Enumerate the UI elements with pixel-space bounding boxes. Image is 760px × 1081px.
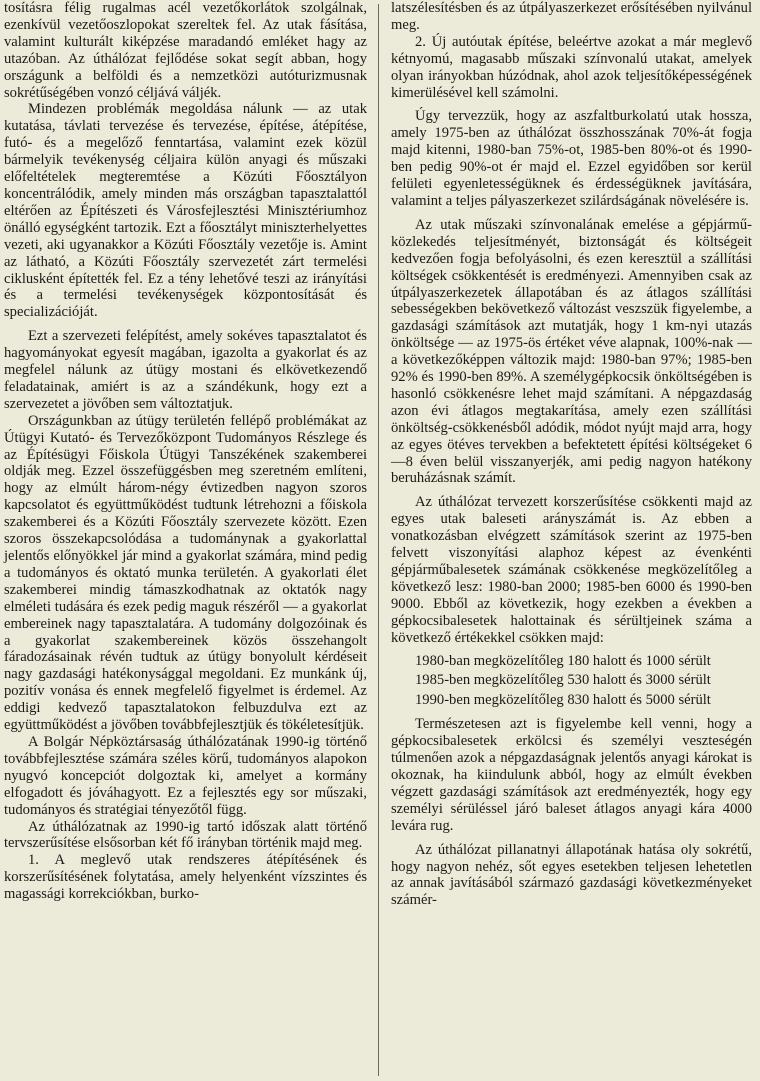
paragraph-accident-damage: Természetesen azt is figyelembe kell venni, hogy a gépkocsibalesetek erkölcsi és személyi veszteségén túlmenően azok a népgazdaságnak jelentős anyagi károkat is okoznak, ha kiindulunk abból, hogy az elmúlt években végzett gazdasági számítások azt eredményezték, hogy egy személyi sérüléssel járó baleset átlagos anyagi kára 4000 levára rug. — [391, 716, 752, 834]
list-item-reconstruction: 1. A meglevő utak rendszeres átépítésének és korszerűsítésének folytatása, amely helyenként vízszintes és magassági korrekciókban, burko- — [4, 852, 367, 903]
paragraph-pavement-widening: latszélesítésben és az útpályaszerkezet erősítésében nyilvánul meg. — [391, 0, 752, 33]
paragraph-two-directions: Az úthálózatnak az 1990-ig tartó időszak alatt történő tervszerűsítése elsősorban két fő irányban történik majd meg. — [4, 818, 367, 852]
paragraph-guardrails-tourism: tosításra félig rugalmas acél vezetőkorlátok szolgálnak, ezenkívül vezetőoszlopokat szereltek fel. Az utak fásítása, valamint kulturált kiképzése maradandó emléket hagy az utazóban. Az úthálózat fejlődése sokat segít abban, hogy országunk a belföldi és a nemzetközi autóturizmusnak sokrétűségében vonzó céljává váljék. — [4, 0, 367, 101]
paragraph-organisational-structure: Ezt a szervezeti felépítést, amely sokéves tapasztalatot és hagyományokat egyesít magában, igazolta a gyakorlat és az megfelel nálunk az útügy mostani és elkövetkezendő feladatainak, amiért is az a szándékunk, hogy ezt a szervezetet a jövőben sem változtatjuk. — [4, 328, 367, 412]
casualty-line-1980: 1980-ban megközelítőleg 180 halott és 1000 sérült — [415, 652, 711, 669]
casualty-line-1990: 1990-ben megközelítőleg 830 halott és 5000 sérült — [415, 692, 711, 709]
casualty-line-1985: 1985-ben megközelítőleg 530 halott és 3000 sérült — [415, 672, 711, 689]
paragraph-development-concept-1990: A Bolgár Népköztársaság úthálózatának 1990-ig történő továbbfejlesztése számára széles körű, tudományos alapokon nyugvó koncepciót dolgoztak ki, amelyet a kormány elfogadott és jóváhagyott. Ez a fejlesztés egy sor műszaki, tudományos és stratégiai tényezőtől függ. — [4, 733, 367, 818]
paragraph-transport-costs: Az utak műszaki színvonalának emelése a gépjármű-közlekedés teljesítményét, biztonságát és költségeit kedvezően fogja befolyásolni, és ezen keresztül a szállítási költségek csökkentését is eredményezi. Amennyiben csak az útpályaszerkezetek állapotában és az átlagos szállítási sebességekben bekövetkező változást veszszük figyelembe, a gazdasági számítások azt mutatják, hogy 1 km-nyi utazás önköltsége — az 1975-ös értéket véve alapnak, 100%-nak — a következőképpen változik majd: 1980-ban 97%; 1985-ben 92% és 1990-ben 89%. A személygépkocsik önköltségében is hasonló csökkenésre lehet majd számítani. A népgazdaság azon évi átlagos megtakarítása, amely ezen szállítási önköltség-csökkenésből adódik, módot nyújt majd arra, hogy az egyes ötéves tervekben a befektetett építési költségeket 6—8 éven belül visszanyerjék, ami pedig nagyon hatékony beruházásnak számít. — [391, 216, 752, 487]
paragraph-road-directorate: Mindezen problémák megoldása nálunk — az utak kutatása, távlati tervezése és tervezése, építése, átépítése, futó- és a megelőző fenntartása, valamint ezek közül bármelyik tevékenység céljaira külön anyagi és műszaki előfeltételek megteremtése a Közúti Főosztályon koncentrálódik, amely minden más országban tapasztalattól eltérően az Építészeti és Városfejlesztési Minisztériumhoz önálló egységként tartozik. Ezt a főosztályt miniszterhelyettes vezeti, aki ugyanakkor a Közúti Főosztály vezetője is. Amint az látható, a Közúti Főosztály szervezetét zárt termelési ciklusként építették fel. Ez a tény lehetővé teszi az irányítási és a termelési tevékenységek központosítását és specializációját. — [4, 101, 367, 321]
left-text-column — [4, 0, 367, 903]
list-item-new-motorways: 2. Új autóutak építése, beleértve azokat a már meglevő kétnyomú, magasabb műszaki színvonalú utakat, amelyek olyan irányokban húzódnak, ahol azok teljesítőképességének kimerülésével kell számolni. — [391, 33, 752, 101]
column-divider — [378, 4, 379, 1076]
paragraph-accident-rate: Az úthálózat tervezett korszerűsítése csökkenti majd az egyes utak baleseti arányszámát is. Az ebben a vonatkozásban elvégzett számítások szerint az 1975-ben felvett viszonyítási alaphoz képest az évenkénti gépjárműbalesetek számának csökkenése megközelítőleg a következő lesz: 1980-ban 2000; 1985-ben 6000 és 1990-ben 9000. Ebből az következik, hogy ezekben a években a gépkocsibalesetek halottainak és sérültjeinek száma a következő értékekkel csökken majd: — [391, 494, 752, 646]
paragraph-asphalt-share: Úgy tervezzük, hogy az aszfaltburkolatú utak hossza, amely 1975-ben az úthálózat összhosszának 70%-át fogja majd kitenni, 1980-ban 75%-ot, 1985-ben 80%-ot és 1990-ben pedig 90%-ot ér majd el. Ezzel egyidőben sor kerül felületi egyenletességüknek és érdességüknek javítására, valamint a teljes pályaszerkezet szilárdságának növelésére is. — [391, 108, 752, 209]
paragraph-research-cooperation: Országunkban az útügy területén fellépő problémákat az Útügyi Kutató- és Tervezőközpont Tudományos Részlege és az Építésügyi Főiskola Útügyi Tanszékének szakemberei oldják meg. Ezzel összefüggésben meg szeretném említeni, hogy az elmúlt három-négy évtizedben nagyon szoros kapcsolatot és együttműködést tudtunk létrehozni a főiskola szakemberei és a Közúti Főosztály szervezete között. Ezen szoros összekapcsolódása a tudománynak a gyakorlattal jelentős előnyökkel jár mind a gyakorlat számára, mind pedig a tudományos és oktató munka területén. A gyakorlati élet szakemberei mindig támaszkodhatnak az oktatók nagy elméleti tudására és ezek pedig maguk részéről — a gyakorlat embereinek nagy tapasztalatára. A tudomány dolgozóinak és a gyakorlat szakembereinek közös összehangolt fáradozásainak révén tudtuk az útügy bonyolult kérdéseit nagy gazdasági hatékonysággal megoldani. Ez munkánk új, pozitív vonása és ennek megfelelő figyelmet is érdemel. Az eddigi kedvező tapasztalatokon felbuzdulva ezt az együttműködést a jövőben továbbfejlesztjük és tökéletesítjük. — [4, 412, 367, 734]
paragraph-network-effects: Az úthálózat pillanatnyi állapotának hatása oly sokrétű, hogy nagyon nehéz, sőt egyes esetekben teljesen lehetetlen az annak javításából származó gazdasági következményeket számér- — [391, 841, 752, 909]
right-text-column — [391, 0, 752, 909]
